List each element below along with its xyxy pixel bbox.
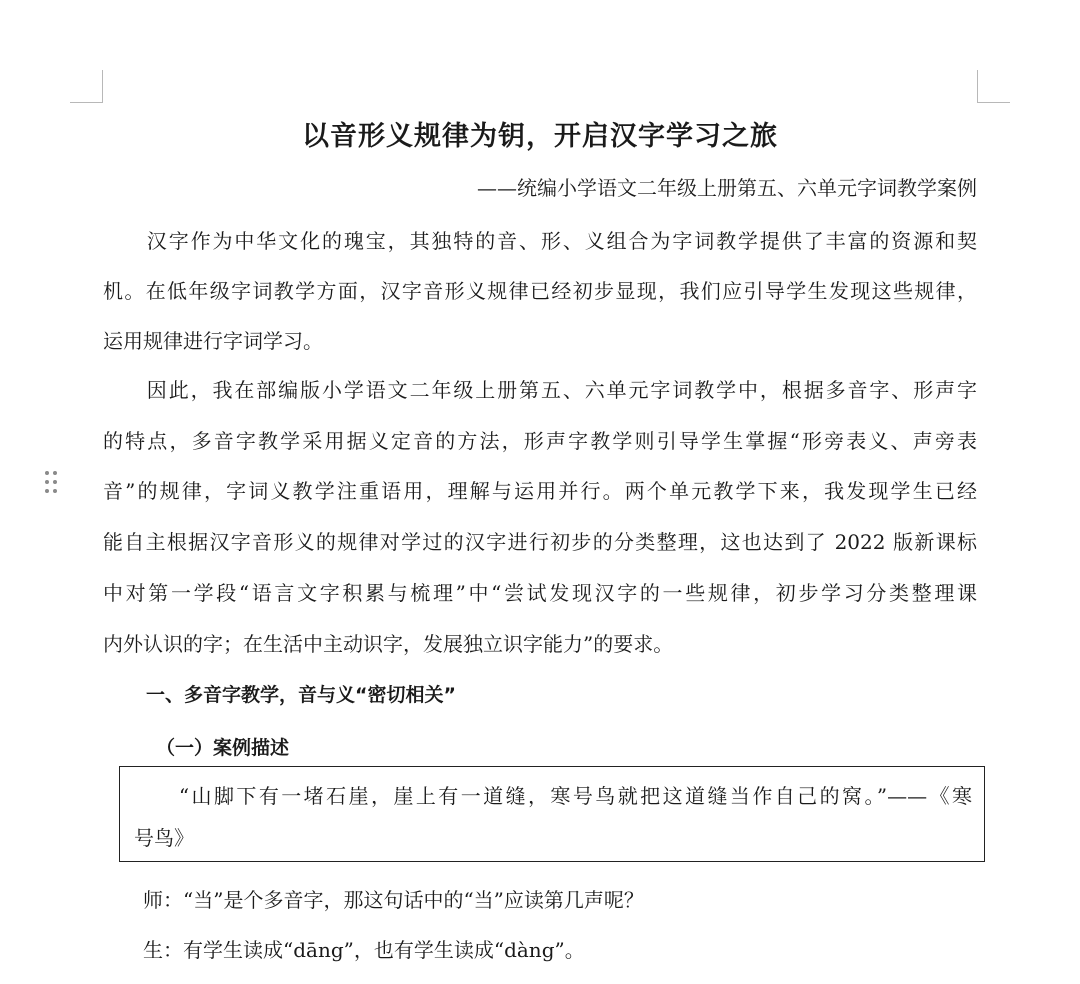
crop-mark-top-left — [70, 70, 103, 103]
document-subtitle: ——统编小学语文二年级上册第五、六单元字词教学案例 — [477, 176, 977, 200]
crop-mark-top-right — [977, 70, 1010, 103]
paragraph-line: 的特点，多音字教学采用据义定音的方法，形声字教学则引导学生掌握“形旁表义、声旁表 — [103, 429, 977, 453]
quote-line: 号鸟》 — [134, 826, 194, 850]
paragraph-line: 机。在低年级字词教学方面，汉字音形义规律已经初步显现，我们应引导学生发现这些规律， — [103, 279, 977, 303]
paragraph-line: 音”的规律，字词义教学注重语用，理解与运用并行。两个单元教学下来，我发现学生已经 — [103, 479, 977, 503]
sub-heading: （一）案例描述 — [156, 737, 290, 759]
paragraph-line: 内外认识的字；在生活中主动识字，发展独立识字能力”的要求。 — [103, 632, 674, 656]
drag-handle-icon[interactable] — [44, 471, 60, 497]
paragraph-line: 中对第一学段“语言文字积累与梳理”中“尝试发现汉字的一些规律，初步学习分类整理课 — [103, 581, 977, 605]
document-title: 以音形义规律为钥，开启汉字学习之旅 — [302, 121, 778, 152]
paragraph-line: 运用规律进行字词学习。 — [103, 329, 323, 353]
paragraph-line: 因此，我在部编版小学语文二年级上册第五、六单元字词教学中，根据多音字、形声字 — [103, 378, 977, 402]
quote-line: “山脚下有一堵石崖，崖上有一道缝，寒号鸟就把这道缝当作自己的窝。”——《寒 — [134, 784, 972, 808]
section-heading: 一、多音字教学，音与义“密切相关” — [146, 684, 456, 706]
dialogue-line-teacher: 师：“当”是个多音字，那这句话中的“当”应读第几声呢？ — [103, 888, 644, 912]
paragraph-line: 能自主根据汉字音形义的规律对学过的汉字进行初步的分类整理，这也达到了 2022 版新课标 — [103, 530, 977, 554]
quote-box — [119, 766, 985, 862]
paragraph-line: 汉字作为中华文化的瑰宝，其独特的音、形、义组合为字词教学提供了丰富的资源和契 — [103, 229, 977, 253]
dialogue-line-student: 生：有学生读成“dāng”，也有学生读成“dàng”。 — [103, 938, 585, 962]
